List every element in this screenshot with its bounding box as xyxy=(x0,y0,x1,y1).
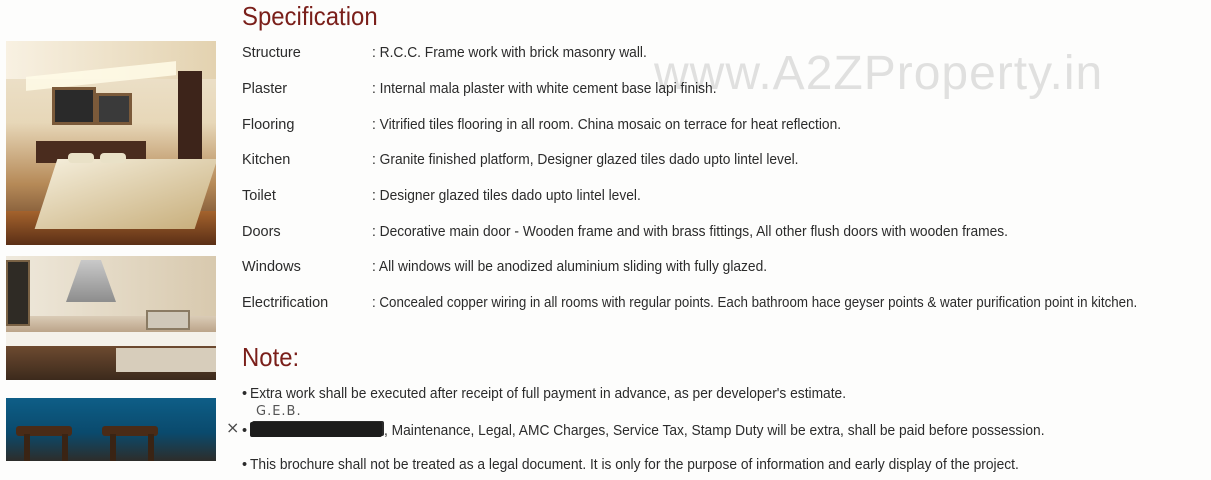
handwritten-cross-mark: × xyxy=(226,418,240,437)
note-item xyxy=(242,422,1079,439)
spec-value: : All windows will be anodized aluminium sliding with fully glazed. xyxy=(372,259,768,275)
note-heading: Note: xyxy=(242,342,300,372)
bedroom-photo xyxy=(6,41,216,245)
bullet: • xyxy=(242,423,248,439)
specification-heading: Specification xyxy=(242,1,378,31)
spec-value: : Designer glazed tiles dado upto lintel level. xyxy=(372,188,641,204)
spec-label: Electrification xyxy=(242,295,329,311)
note-item xyxy=(242,457,1059,473)
bullet: • xyxy=(242,386,248,402)
spec-value: : R.C.C. Frame work with brick masonry wall. xyxy=(372,45,647,61)
note-text: This brochure shall not be treated as a legal document. It is only for the purpose of information and early display of the project. xyxy=(250,457,1019,473)
spec-label: Toilet xyxy=(242,188,276,204)
kitchen-photo xyxy=(6,256,216,380)
handwritten-note: G.E.B. xyxy=(256,404,302,419)
spec-value: : Granite finished platform, Designer glazed tiles dado upto lintel level. xyxy=(372,152,799,168)
spec-label: Windows xyxy=(242,259,301,275)
spec-value: : Concealed copper wiring in all rooms with regular points. Each bathroom hace geyser points & water purification point in kitchen. xyxy=(372,295,1138,311)
note-text: , Maintenance, Legal, AMC Charges, Service Tax, Stamp Duty will be extra, shall be paid before possession. xyxy=(384,423,1045,439)
spec-label: Kitchen xyxy=(242,152,291,168)
spec-label: Plaster xyxy=(242,81,288,97)
spec-label: Doors xyxy=(242,224,281,240)
redaction-mark xyxy=(250,422,382,437)
spec-label: Structure xyxy=(242,45,301,61)
spec-value: : Internal mala plaster with white cement base lapi finish. xyxy=(372,81,717,97)
spec-label: Flooring xyxy=(242,117,295,133)
note-text: Extra work shall be executed after receipt of full payment in advance, as per developer's estimate. xyxy=(250,386,847,402)
interior-photo xyxy=(6,398,216,461)
spec-value: : Decorative main door - Wooden frame and with brass fittings, All other flush doors with wooden frames. xyxy=(372,224,1008,240)
note-item xyxy=(242,386,877,402)
spec-value: : Vitrified tiles flooring in all room. China mosaic on terrace for heat reflection. xyxy=(372,117,842,133)
watermark: www.A2ZProperty.in xyxy=(654,47,1104,100)
bullet: • xyxy=(242,457,248,473)
